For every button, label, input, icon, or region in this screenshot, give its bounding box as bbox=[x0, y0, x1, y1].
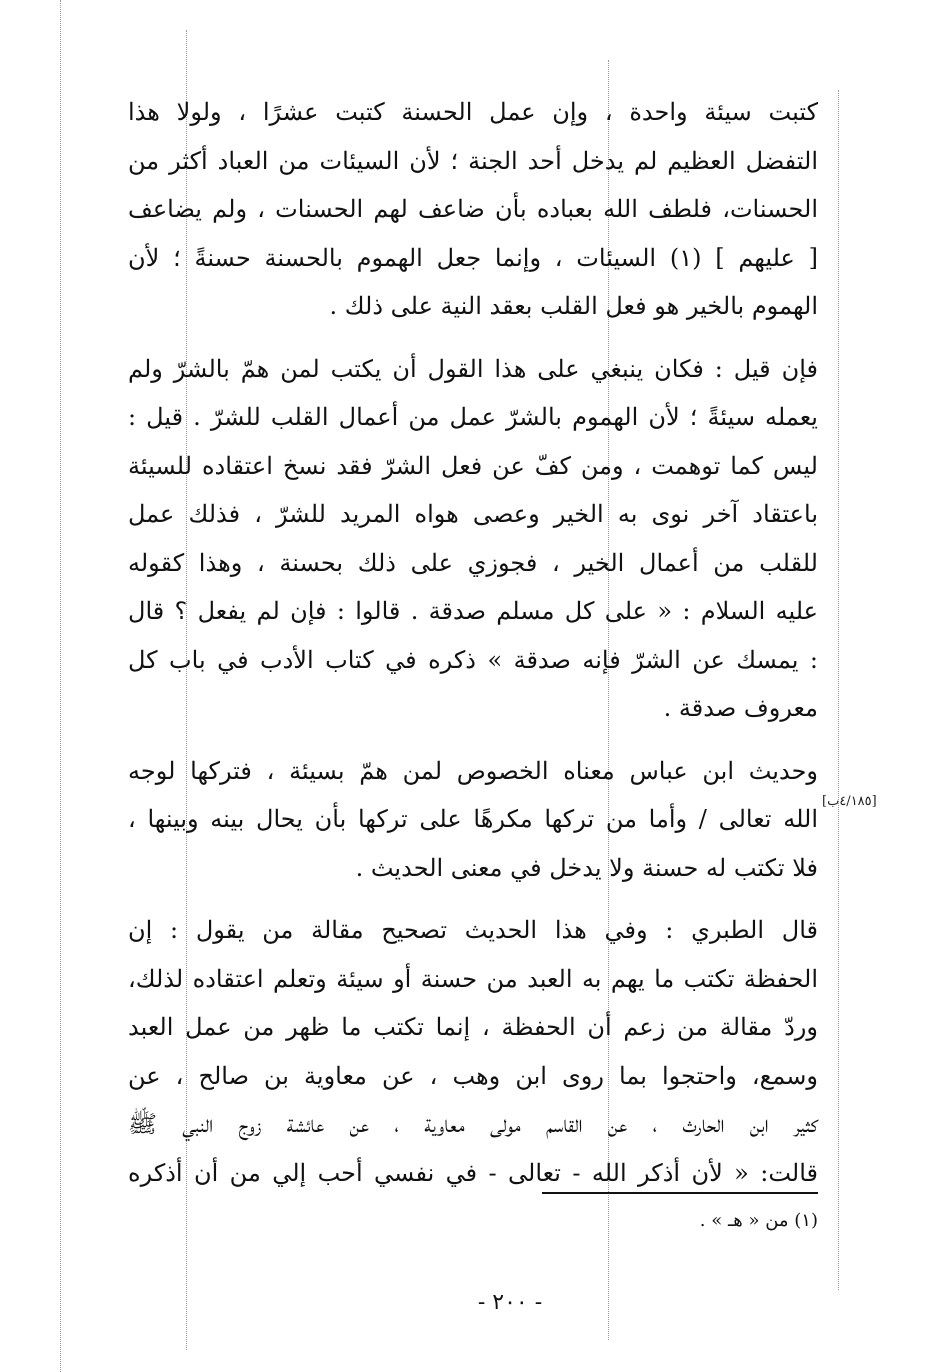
paragraph-2 bbox=[128, 345, 818, 733]
text-line: ليس كما توهمت ، ومن كفّ عن فعل الشرّ فقد نسخ اعتقاده للسيئة bbox=[128, 451, 818, 480]
text-line: فلا تكتب له حسنة ولا يدخل في معنى الحديث . bbox=[355, 853, 818, 882]
page-number: - ٢٠٠ - bbox=[477, 1290, 543, 1315]
text-line: التفضل العظيم لم يدخل أحد الجنة ؛ لأن السيئات من العباد أكثر من bbox=[128, 146, 818, 175]
text-line: : يمسك عن الشرّ فإنه صدقة » ذكره في كتاب الأدب في باب كل bbox=[128, 645, 818, 674]
scan-guide-line-left bbox=[60, 0, 61, 1372]
text-line: فإن قيل : فكان ينبغي على هذا القول أن يكتب لمن همّ بالشرّ ولم bbox=[128, 354, 818, 383]
text-line: قالت: « لأن أذكر الله - تعالى - في نفسي أحب إلي من أن أذكره bbox=[128, 1158, 818, 1187]
text-line: معروف صدقة . bbox=[663, 694, 818, 722]
text-line: وحديث ابن عباس معناه الخصوص لمن همّ بسيئة ، فتركها لوجه bbox=[128, 756, 818, 785]
paragraph-1 bbox=[128, 88, 818, 331]
text-line: يعمله سيئةً ؛ لأن الهموم بالشرّ عمل من أعمال القلب للشرّ . قيل : bbox=[128, 403, 818, 431]
manuscript-folio-reference: [٤/١٨٥ب] bbox=[822, 794, 877, 809]
text-line: باعتقاد آخر نوى به الخير وعصى هواه المريد للشرّ ، فذلك عمل bbox=[128, 500, 818, 528]
text-line: كثير ابن الحارث ، عن القاسم مولى معاوية ، عن عائشة زوج النبي ﷺ bbox=[128, 1110, 818, 1138]
text-line: قال الطبري : وفي هذا الحديث تصحيح مقالة من يقول : إن bbox=[128, 916, 818, 944]
paragraph-3 bbox=[128, 747, 818, 893]
main-text bbox=[128, 88, 818, 1211]
text-line: عليه السلام : « على كل مسلم صدقة . قالوا : فإن لم يفعل ؟ قال bbox=[128, 597, 818, 625]
text-line: للقلب من أعمال الخير ، فجوزي على ذلك بحسنة ، وهذا كقوله bbox=[128, 548, 818, 577]
text-line: الله تعالى / وأما من تركها مكرهًا على تركها بأن يحال بينه وبينها ، bbox=[128, 805, 818, 833]
paragraph-4 bbox=[128, 906, 818, 1197]
text-line: كتبت سيئة واحدة ، وإن عمل الحسنة كتبت عشرًا ، ولولا هذا bbox=[128, 98, 818, 126]
text-line: وردّ مقالة من زعم أن الحفظة ، إنما تكتب ما ظهر من عمل العبد bbox=[128, 1013, 818, 1041]
footnote-separator bbox=[542, 1192, 818, 1194]
scan-guide-line-far-right bbox=[838, 90, 839, 1290]
text-line: وسمع، واحتجوا بما روى ابن وهب ، عن معاوية بن صالح ، عن bbox=[128, 1061, 818, 1090]
text-line: الحفظة تكتب ما يهم به العبد من حسنة أو سيئة وتعلم اعتقاده لذلك، bbox=[128, 964, 818, 993]
text-line: الحسنات، فلطف الله بعباده بأن ضاعف لهم الحسنات ، ولم يضاعف bbox=[128, 195, 818, 223]
text-line: [ عليهم ] (١) السيئات ، وإنما جعل الهموم بالحسنة حسنةً ؛ لأن bbox=[128, 243, 818, 272]
text-line: الهموم بالخير هو فعل القلب بعقد النية على ذلك . bbox=[329, 292, 818, 320]
footnote: (١) من « هـ » . bbox=[699, 1210, 818, 1231]
